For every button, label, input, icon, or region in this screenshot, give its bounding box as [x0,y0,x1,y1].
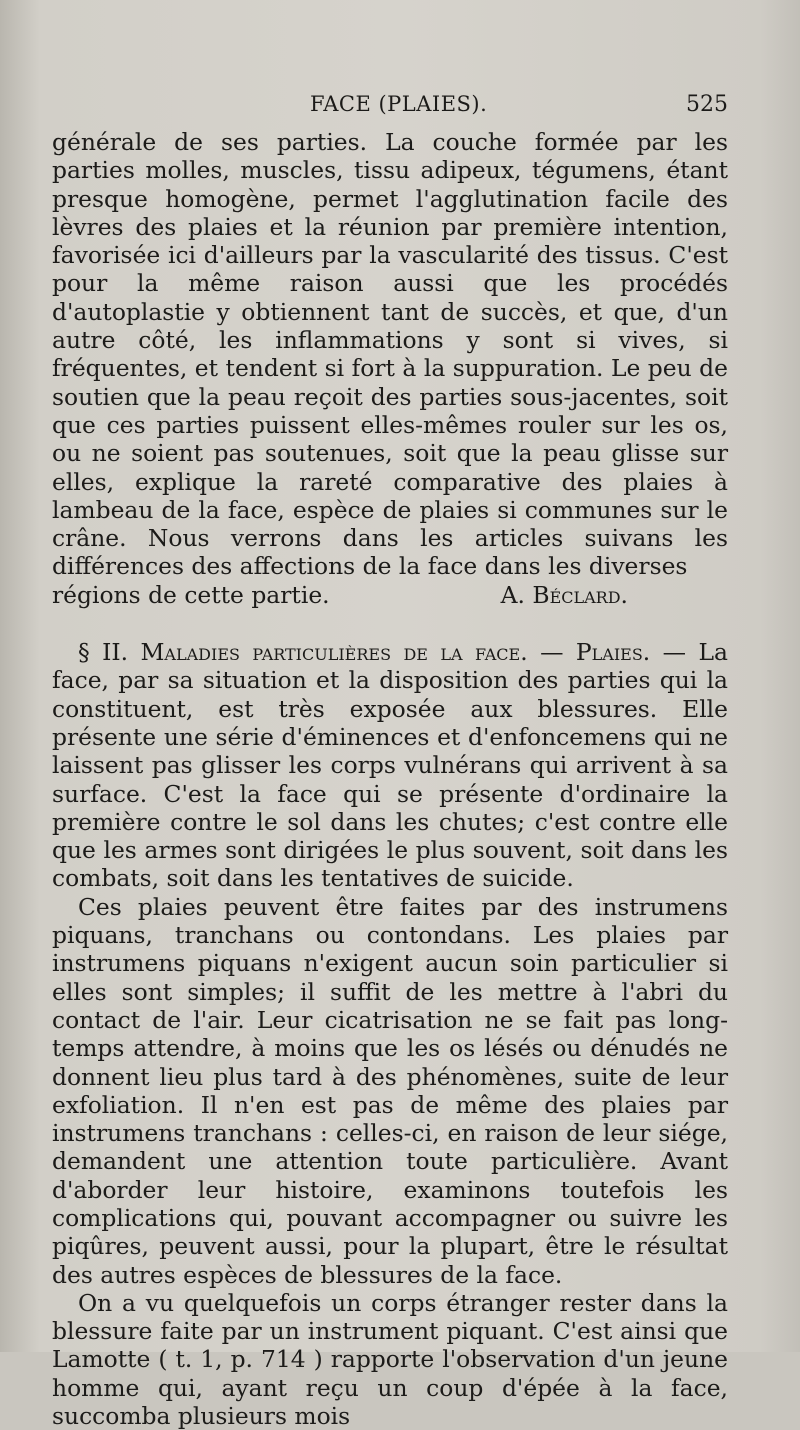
body-text [52,128,728,1430]
section-paragraph [52,638,728,893]
paragraph: Ces plaies peuvent être faites par des instrumens piquans, tranchans ou contondans. Les plaies par instrumens piquans n'exigent aucun soin particulier si elles sont simples; il suffit de les mettre à l'abri du contact de l'air. Leur cicatrisation ne se fait pas long-temps attendre, à moins que les os lésés ou dénudés ne donnent lieu plus tard à des phénomènes, suite de leur exfoliation. Il n'en est pas de même des plaies par instrumens tranchans : celles-ci, en raison de leur siége, demandent une attention toute particulière. Avant d'aborder leur histoire, examinons toutefois les complications qui, pouvant accompagner ou suivre les piqûres, peuvent aussi, pour la plupart, être le résultat des autres espèces de blessures de la face. [52,892,728,1289]
paragraph: On a vu quelquefois un corps étranger rester dans la blessure faite par un instrument piquant. C'est ainsi que Lamotte ( t. 1, p. 714 ) rapporte l'observation d'un jeune homme qui, ayant reçu un coup d'épée à la face, succomba plusieurs mois [52,1288,728,1430]
running-title: FACE (PLAIES). [310,92,488,116]
author-signature: A. Béclard. [500,580,628,609]
section-gap [52,609,728,638]
page-header [52,92,728,122]
section-paragraph-text: — La face, par sa situation et la disposition des parties qui la constituent, est très exposée aux blessures. Elle présente une série d'éminences et d'enfoncemens qui ne laissent pas glisser les corps vulnérans qui arrivent à sa surface. C'est la face qui se présente d'ordinaire la première contre le sol dans les chutes; c'est contre elle que les armes sont dirigées le plus souvent, soit dans les combats, soit dans les tentatives de suicide. [52,638,728,893]
section-heading: § II. Maladies particulières de la face. — Plaies. [78,638,651,667]
signature-line [52,581,728,609]
paragraph-continued: générale de ses parties. La couche formée par les parties molles, muscles, tissu adipeux, tégumens, étant presque homogène, permet l'agglutination facile des lèvres des plaies et la réunion par première intention, favorisée ici d'ailleurs par la vascularité des tissus. C'est pour la même raison aussi que les procédés d'autoplastie y obtiennent tant de succès, et que, d'un autre côté, les inflammations y sont si vives, si fréquentes, et tendent si fort à la suppuration. Le peu de soutien que la peau reçoit des parties sous-jacentes, soit que ces parties puissent elles-mêmes rouler sur les os, ou ne soient pas soutenues, soit que la peau glisse sur elles, explique la rareté comparative des plaies à lambeau de la face, espèce de plaies si communes sur le crâne. Nous verrons dans les articles suivans les différences des affections de la face dans les diverses [52,128,728,581]
page-number: 525 [686,92,728,117]
paragraph-closing-line: régions de cette partie. [52,580,330,609]
